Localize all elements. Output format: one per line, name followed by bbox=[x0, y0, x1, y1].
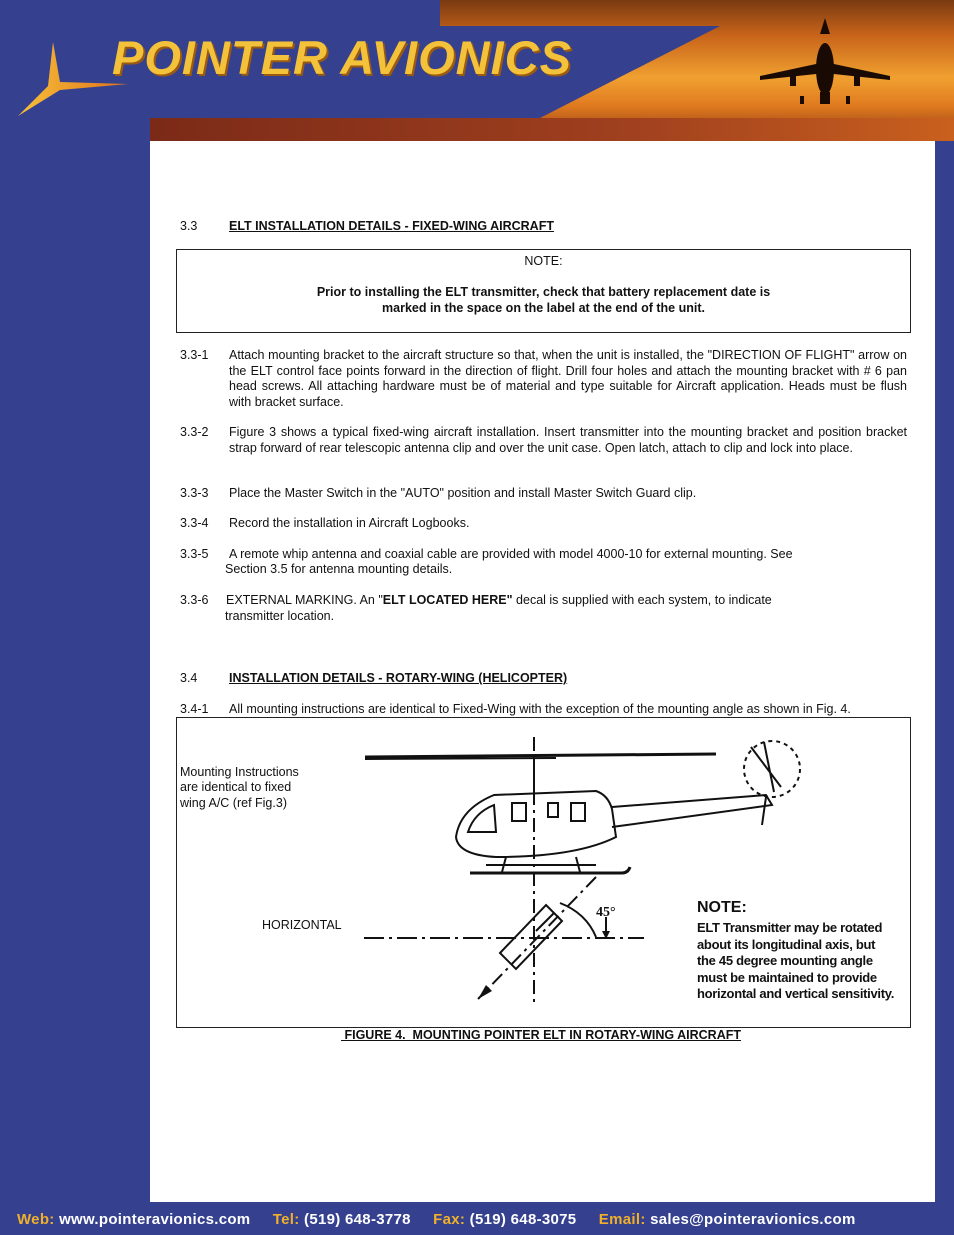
item-text-line-2: transmitter location. bbox=[225, 609, 335, 623]
figure-caption: FIGURE 4. MOUNTING POINTER ELT IN ROTARY-WING AIRCRAFT bbox=[341, 1028, 741, 1042]
item-number: 3.3-1 bbox=[180, 348, 209, 362]
item-number: 3.3-5 bbox=[180, 547, 209, 561]
item-number: 3.4-1 bbox=[180, 702, 209, 716]
horizontal-label: HORIZONTAL bbox=[262, 918, 342, 932]
figure-note-line: ELT Transmitter may be rotated bbox=[697, 920, 883, 935]
note-line-2: marked in the space on the label at the end of the unit. bbox=[382, 301, 705, 315]
item-text: Place the Master Switch in the "AUTO" position and install Master Switch Guard clip. bbox=[229, 486, 697, 500]
item-text-bold: ELT LOCATED HERE" bbox=[382, 593, 513, 607]
fax-label: Fax: bbox=[433, 1211, 466, 1228]
note-label: NOTE: bbox=[524, 254, 563, 268]
figure-note-line: the 45 degree mounting angle bbox=[697, 953, 873, 968]
item-text: Figure 3 shows a typical fixed-wing aircraft installation. Insert transmitter into the mounting bracket and position bracket strap forward of rear telescopic antenna clip and over the unit case. Open latch, attach to clip and lock into place. bbox=[229, 425, 907, 455]
note-line-1: Prior to installing the ELT transmitter, check that battery replacement date is bbox=[316, 285, 771, 299]
tel-label: Tel: bbox=[272, 1211, 300, 1228]
item-text-line-1: A remote whip antenna and coaxial cable are provided with model 4000-10 for external mounting. See bbox=[229, 547, 793, 561]
email-link[interactable]: sales@pointeravionics.com bbox=[650, 1211, 856, 1228]
footer-bar bbox=[0, 1202, 954, 1235]
item-text: Record the installation in Aircraft Logbooks. bbox=[229, 516, 470, 530]
airplane-silhouette-icon bbox=[760, 14, 890, 114]
header-red-bar bbox=[150, 118, 954, 141]
item-text-pre: EXTERNAL MARKING. An " bbox=[226, 593, 383, 607]
footer-contact-line bbox=[17, 1211, 856, 1228]
figure-note-line: about its longitudinal axis, but bbox=[697, 936, 876, 952]
item-number: 3.3-4 bbox=[180, 516, 209, 530]
item-number: 3.3-3 bbox=[180, 486, 209, 500]
figure-note-title: NOTE: bbox=[697, 899, 747, 916]
item-text-post: decal is supplied with each system, to indicate bbox=[512, 593, 772, 607]
tel-number: (519) 648-3778 bbox=[304, 1211, 411, 1228]
item-text: All mounting instructions are identical to Fixed-Wing with the exception of the mounting angle as shown in Fig. 4. bbox=[229, 702, 851, 716]
angle-45-label: 45° bbox=[596, 905, 616, 920]
item-text-line-2: Section 3.5 for antenna mounting details. bbox=[225, 562, 453, 576]
figure-note-line: must be maintained to provide bbox=[697, 969, 877, 985]
figure-side-note-3: wing A/C (ref Fig.3) bbox=[180, 796, 287, 810]
fax-number: (519) 648-3075 bbox=[469, 1211, 577, 1228]
figure-note-lines bbox=[697, 920, 894, 1003]
web-label: Web: bbox=[17, 1211, 55, 1228]
item-number: 3.3-2 bbox=[180, 425, 209, 439]
item-text-line-1 bbox=[226, 593, 772, 609]
header-banner bbox=[0, 0, 954, 141]
email-label: Email: bbox=[598, 1211, 646, 1228]
section-3-4-number: 3.4 bbox=[180, 671, 198, 685]
item-number: 3.3-6 bbox=[180, 593, 209, 607]
item-text: Attach mounting bracket to the aircraft structure so that, when the unit is installed, the "DIRECTION OF FLIGHT" arrow on the ELT control face points forward in the direction of flight. Drill four holes and attach the mounting bracket with # 6 pan head screws. All attaching hardware must be of material and type suitable for Aircraft application. Heads must be flush with bracket surface. bbox=[229, 348, 907, 409]
note-box bbox=[176, 249, 911, 333]
brand-logo-text: POINTER AVIONICS bbox=[112, 31, 572, 84]
figure-note-line: horizontal and vertical sensitivity. bbox=[697, 986, 895, 1001]
section-3-3-number: 3.3 bbox=[180, 219, 198, 233]
section-3-4-title: INSTALLATION DETAILS - ROTARY-WING (HELICOPTER) bbox=[229, 671, 568, 685]
web-link[interactable]: www.pointeravionics.com bbox=[59, 1211, 251, 1228]
figure-side-note-2: are identical to fixed bbox=[180, 780, 292, 794]
figure-side-note-1: Mounting Instructions bbox=[180, 765, 299, 779]
section-3-3-title: ELT INSTALLATION DETAILS - FIXED-WING AIRCRAFT bbox=[229, 219, 554, 233]
